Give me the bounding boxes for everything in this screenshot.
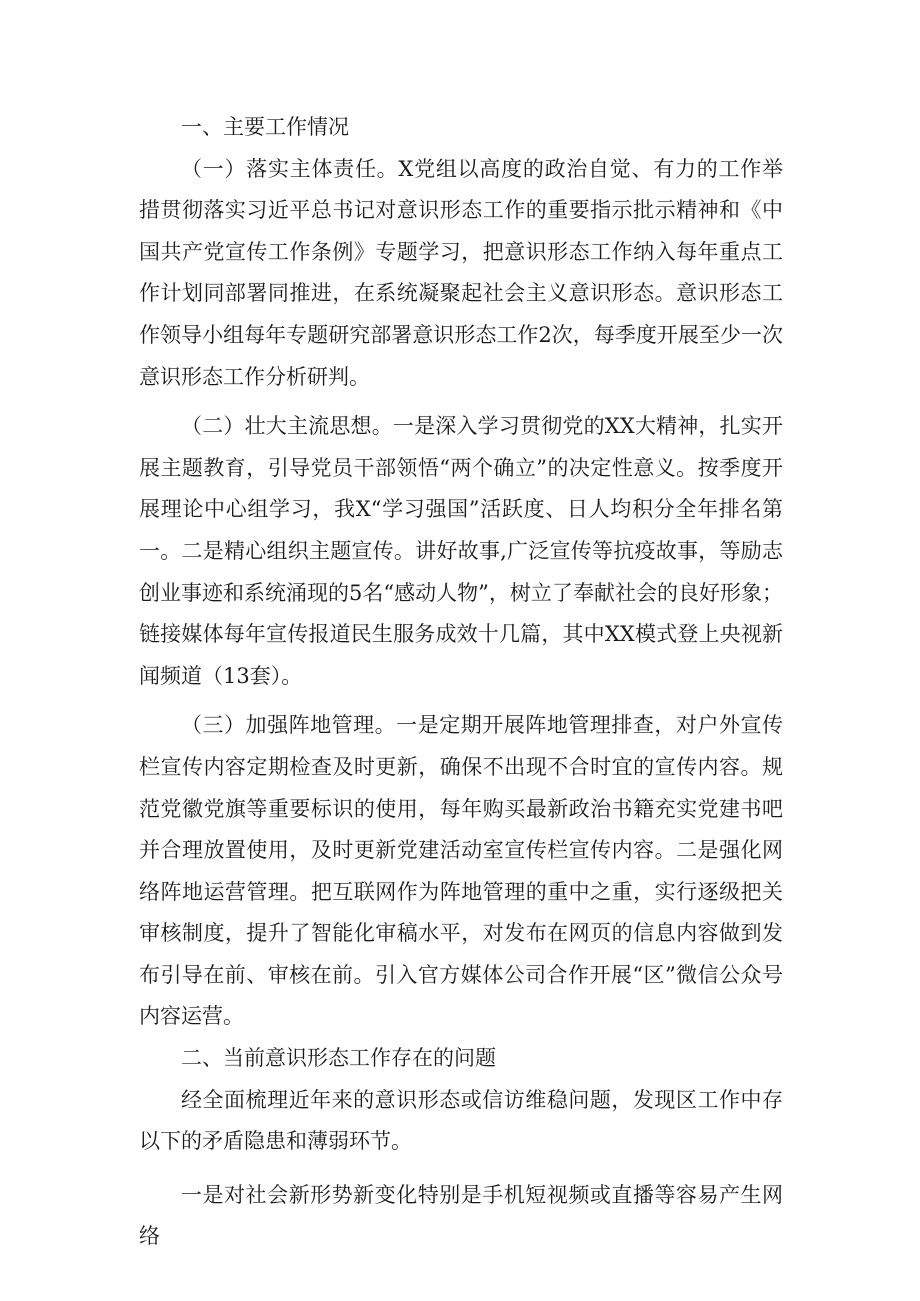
- document-body: [139, 107, 783, 1258]
- section-heading-1: 一、主要工作情况: [181, 115, 349, 139]
- paragraph-problem-one: 一是对社会新形势新变化特别是手机短视频或直播等容易产生网络: [139, 1182, 783, 1249]
- paragraph-responsibility: （一）落实主体责任。X党组以高度的政治自觉、有力的工作举措贯彻落实习近平总书记对意识形态工作的重要指示批示精神和《中国共产党宣传工作条例》专题学习，把意识形态工作纳入每年重点工作计划同部署同推进，在系统凝聚起社会主义意识形态。意识形态工作领导小组每年专题研究部署意识形态工作2次，每季度开展至少一次意识形态工作分析研判。: [139, 156, 783, 389]
- section-heading-2: 二、当前意识形态工作存在的问题: [181, 1046, 496, 1071]
- paragraph-mainstream-thought: （二）壮大主流思想。一是深入学习贯彻党的XX大精神，扎实开展主题教育，引导党员干部领悟“两个确立”的决定性意义。按季度开展理论中心组学习，我X“学习强国”活跃度、日人均积分全年排名第一。二是精心组织主题宣传。讲好故事,广泛宣传等抗疫故事，等励志创业事迹和系统涌现的5名“感动人物”，树立了奉献社会的良好形象；链接媒体每年宣传报道民生服务成效十几篇，其中XX模式登上央视新闻频道（13套）。: [139, 414, 783, 688]
- paragraph-problem-overview: 经全面梳理近年来的意识形态或信访维稳问题，发现区工作中存以下的矛盾隐患和薄弱环节。: [139, 1087, 783, 1154]
- paragraph-position-management: （三）加强阵地管理。一是定期开展阵地管理排查，对户外宣传栏宣传内容定期检查及时更新，确保不出现不合时宜的宣传内容。规范党徽党旗等重要标识的使用，每年购买最新政治书籍充实党建书吧并合理放置使用，及时更新党建活动室宣传栏宣传内容。二是强化网络阵地运营管理。把互联网作为阵地管理的重中之重，实行逐级把关审核制度，提升了智能化审稿水平，对发布在网页的信息内容做到发布引导在前、审核在前。引入官方媒体公司合作开展“区”微信公众号内容运营。: [139, 713, 783, 1029]
